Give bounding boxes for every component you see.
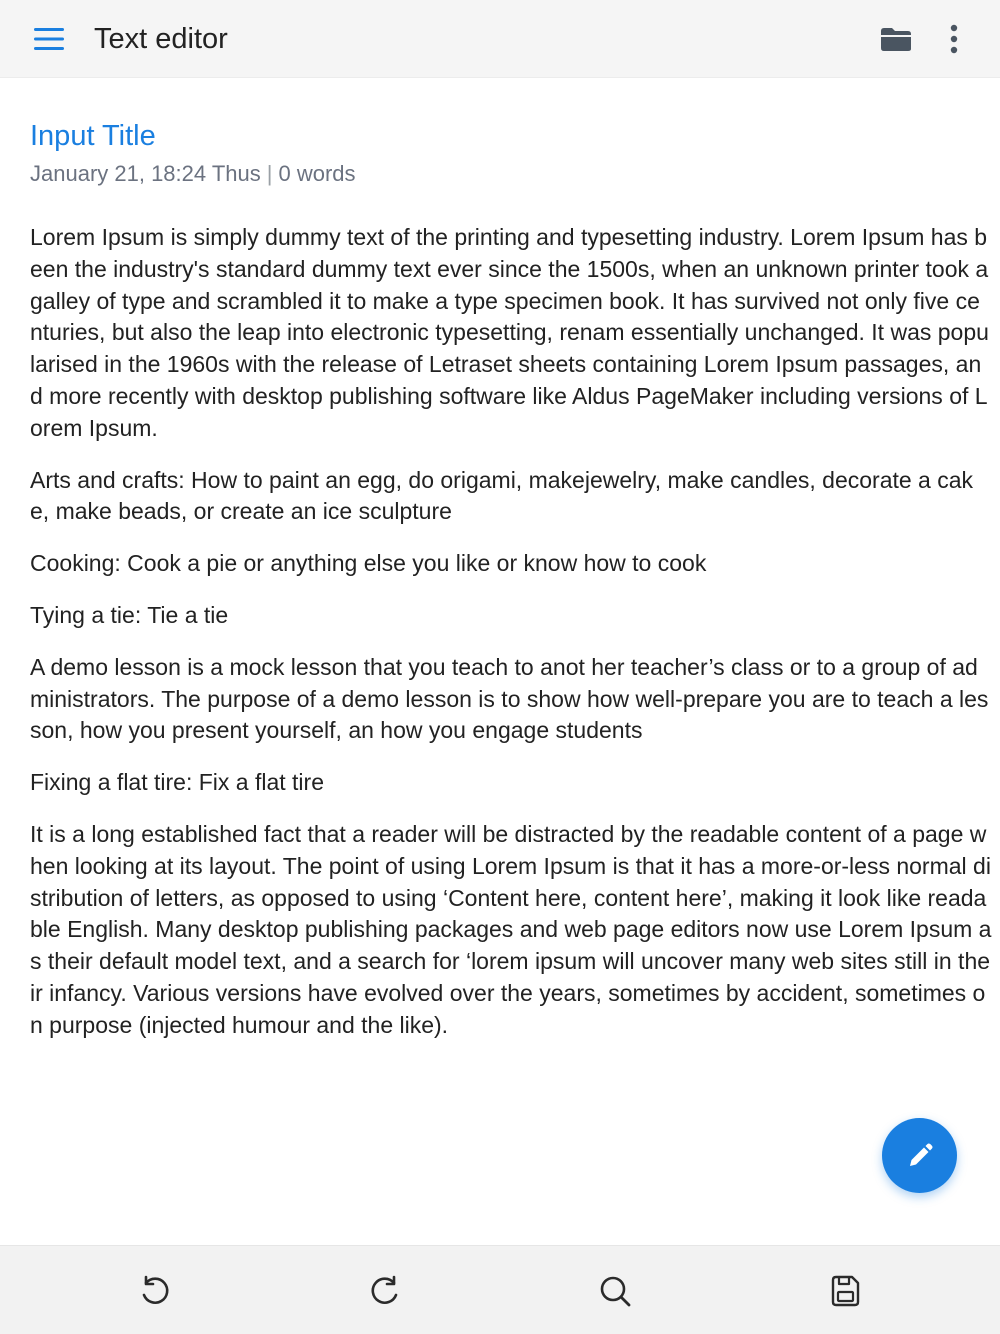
paragraph: Fixing a flat tire: Fix a flat tire	[30, 769, 324, 796]
save-icon	[827, 1273, 863, 1309]
open-folder-button[interactable]	[874, 22, 918, 56]
paragraph: Cooking: Cook a pie or anything else you like or know how to cook	[30, 550, 707, 577]
paragraph: It is a long established fact that a reader will be distracted by the readable content of a page when looking at its layout. The point of using Lorem Ipsum is that it has a more-or-less normal distribution of letters, as opposed to using ‘Content here, content here’, making it look like readable English. Many desktop publishing packages and web page editors now use Lorem Ipsum as their default model text, and a search for ‘lorem ipsum will uncover many web sites still in their infancy. Various versions have evolved over the years, sometimes by accident, sometimes on purpose (injected humour and the like).	[30, 820, 992, 1038]
more-vertical-icon	[950, 24, 958, 54]
document-date: January 21, 18:24 Thus	[30, 161, 261, 186]
document-title[interactable]: Input Title	[30, 120, 156, 152]
document-meta	[30, 158, 356, 190]
hamburger-menu-icon	[33, 26, 65, 52]
redo-icon	[367, 1273, 403, 1309]
paragraph: Tying a tie: Tie a tie	[30, 601, 229, 628]
meta-separator: |	[266, 161, 273, 186]
word-count: 0 words	[278, 161, 356, 186]
paragraph: A demo lesson is a mock lesson that you teach to anot her teacher’s class or to a group of administrators. The purpose of a demo lesson is to show how well-prepare you are to teach a lesson, how you present yourself, an how you engage students	[30, 653, 989, 744]
bottom-toolbar	[0, 1245, 1000, 1334]
edit-fab-button[interactable]	[882, 1118, 957, 1193]
save-button[interactable]	[822, 1268, 868, 1314]
top-app-bar	[0, 0, 1000, 78]
paragraph: Arts and crafts: How to paint an egg, do origami, makejewelry, make candles, decorate a cake, make beads, or create an ice sculpture	[30, 466, 974, 525]
paragraph: Lorem Ipsum is simply dummy text of the printing and typesetting industry. Lorem Ipsum has been the industry's standard dummy text ever since the 1500s, when an unknown printer took a galley of type and scrambled it to make a type specimen book. It has survived not only five centuries, but also the leap into electronic typesetting, renam essentially unchanged. It was popularised in the 1960s with the release of Letraset sheets containing Lorem Ipsum passages, and more recently with desktop publishing software like Aldus PageMaker including versions of Lorem Ipsum.	[30, 224, 989, 441]
pencil-edit-icon	[906, 1142, 934, 1170]
folder-icon	[879, 25, 913, 53]
menu-button[interactable]	[30, 22, 68, 56]
undo-icon	[137, 1273, 173, 1309]
app-title: Text editor	[94, 23, 228, 55]
search-icon	[597, 1273, 633, 1309]
undo-button[interactable]	[132, 1268, 178, 1314]
redo-button[interactable]	[362, 1268, 408, 1314]
search-button[interactable]	[592, 1268, 638, 1314]
document-body[interactable]	[30, 222, 992, 1062]
more-options-button[interactable]	[936, 20, 972, 58]
